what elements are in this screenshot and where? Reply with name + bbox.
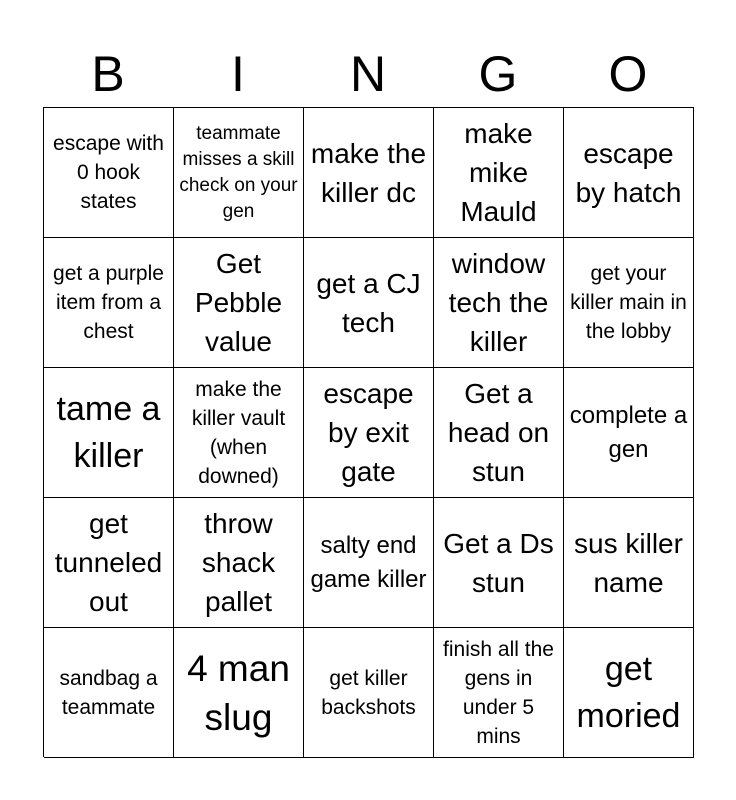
bingo-header (43, 40, 693, 108)
cell-text: salty end game killer (310, 531, 427, 593)
cell-text: make the killer vault (when downed) (191, 377, 286, 488)
cell-text: Get a head on stun (447, 378, 550, 487)
cell-text: escape with 0 hook states (53, 132, 164, 213)
cell-text: sus killer name (574, 527, 683, 598)
header-letter-o: O (608, 46, 648, 102)
cell-text: get a purple item from a chest (53, 262, 164, 343)
bingo-cell-21[interactable] (174, 628, 304, 758)
bingo-cell-16[interactable] (174, 498, 304, 628)
cell-text: escape by hatch (575, 137, 682, 208)
cell-text: get a CJ tech (316, 267, 421, 338)
cell-text: escape by exit gate (323, 378, 414, 487)
cell-text: teammate misses a skill check on your gen (179, 122, 298, 222)
bingo-cell-5[interactable] (44, 238, 174, 368)
bingo-grid (43, 107, 694, 757)
cell-text: get your killer main in the lobby (570, 262, 687, 343)
bingo-cell-23[interactable] (434, 628, 564, 758)
bingo-cell-0[interactable] (44, 108, 174, 238)
bingo-cell-12[interactable] (304, 368, 434, 498)
cell-text: tame a killer (56, 389, 161, 475)
cell-text: sandbag a teammate (59, 666, 158, 719)
cell-text: window tech the killer (448, 248, 549, 357)
cell-text: make mike Mauld (460, 118, 537, 227)
cell-text: finish all the gens in under 5 mins (443, 637, 554, 748)
bingo-cell-8[interactable] (434, 238, 564, 368)
bingo-cell-18[interactable] (434, 498, 564, 628)
cell-text: get moried (576, 649, 681, 735)
cell-text: make the killer dc (310, 137, 427, 208)
cell-text: get killer backshots (321, 666, 416, 719)
bingo-cell-4[interactable] (564, 108, 694, 238)
cell-text: complete a gen (569, 401, 688, 463)
cell-text: 4 man slug (187, 647, 290, 738)
header-letter-g: G (478, 46, 518, 102)
cell-text: Get a Ds stun (443, 527, 554, 598)
header-letter-n: N (349, 46, 387, 102)
bingo-cell-15[interactable] (44, 498, 174, 628)
header-letter-b: B (91, 46, 125, 102)
cell-text: Get Pebble value (194, 248, 283, 357)
bingo-cell-14[interactable] (564, 368, 694, 498)
bingo-cell-24[interactable] (564, 628, 694, 758)
bingo-cell-11[interactable] (174, 368, 304, 498)
bingo-cell-6[interactable] (174, 238, 304, 368)
bingo-cell-10[interactable] (44, 368, 174, 498)
bingo-cell-13[interactable] (434, 368, 564, 498)
bingo-cell-9[interactable] (564, 238, 694, 368)
bingo-cell-17[interactable] (304, 498, 434, 628)
cell-text: throw shack pallet (201, 508, 276, 617)
bingo-cell-2[interactable] (304, 108, 434, 238)
bingo-cell-19[interactable] (564, 498, 694, 628)
header-letter-i: I (231, 46, 245, 102)
cell-text: get tunneled out (54, 508, 163, 617)
bingo-cell-22[interactable] (304, 628, 434, 758)
bingo-cell-7[interactable] (304, 238, 434, 368)
bingo-cell-20[interactable] (44, 628, 174, 758)
bingo-cell-1[interactable] (174, 108, 304, 238)
bingo-cell-3[interactable] (434, 108, 564, 238)
